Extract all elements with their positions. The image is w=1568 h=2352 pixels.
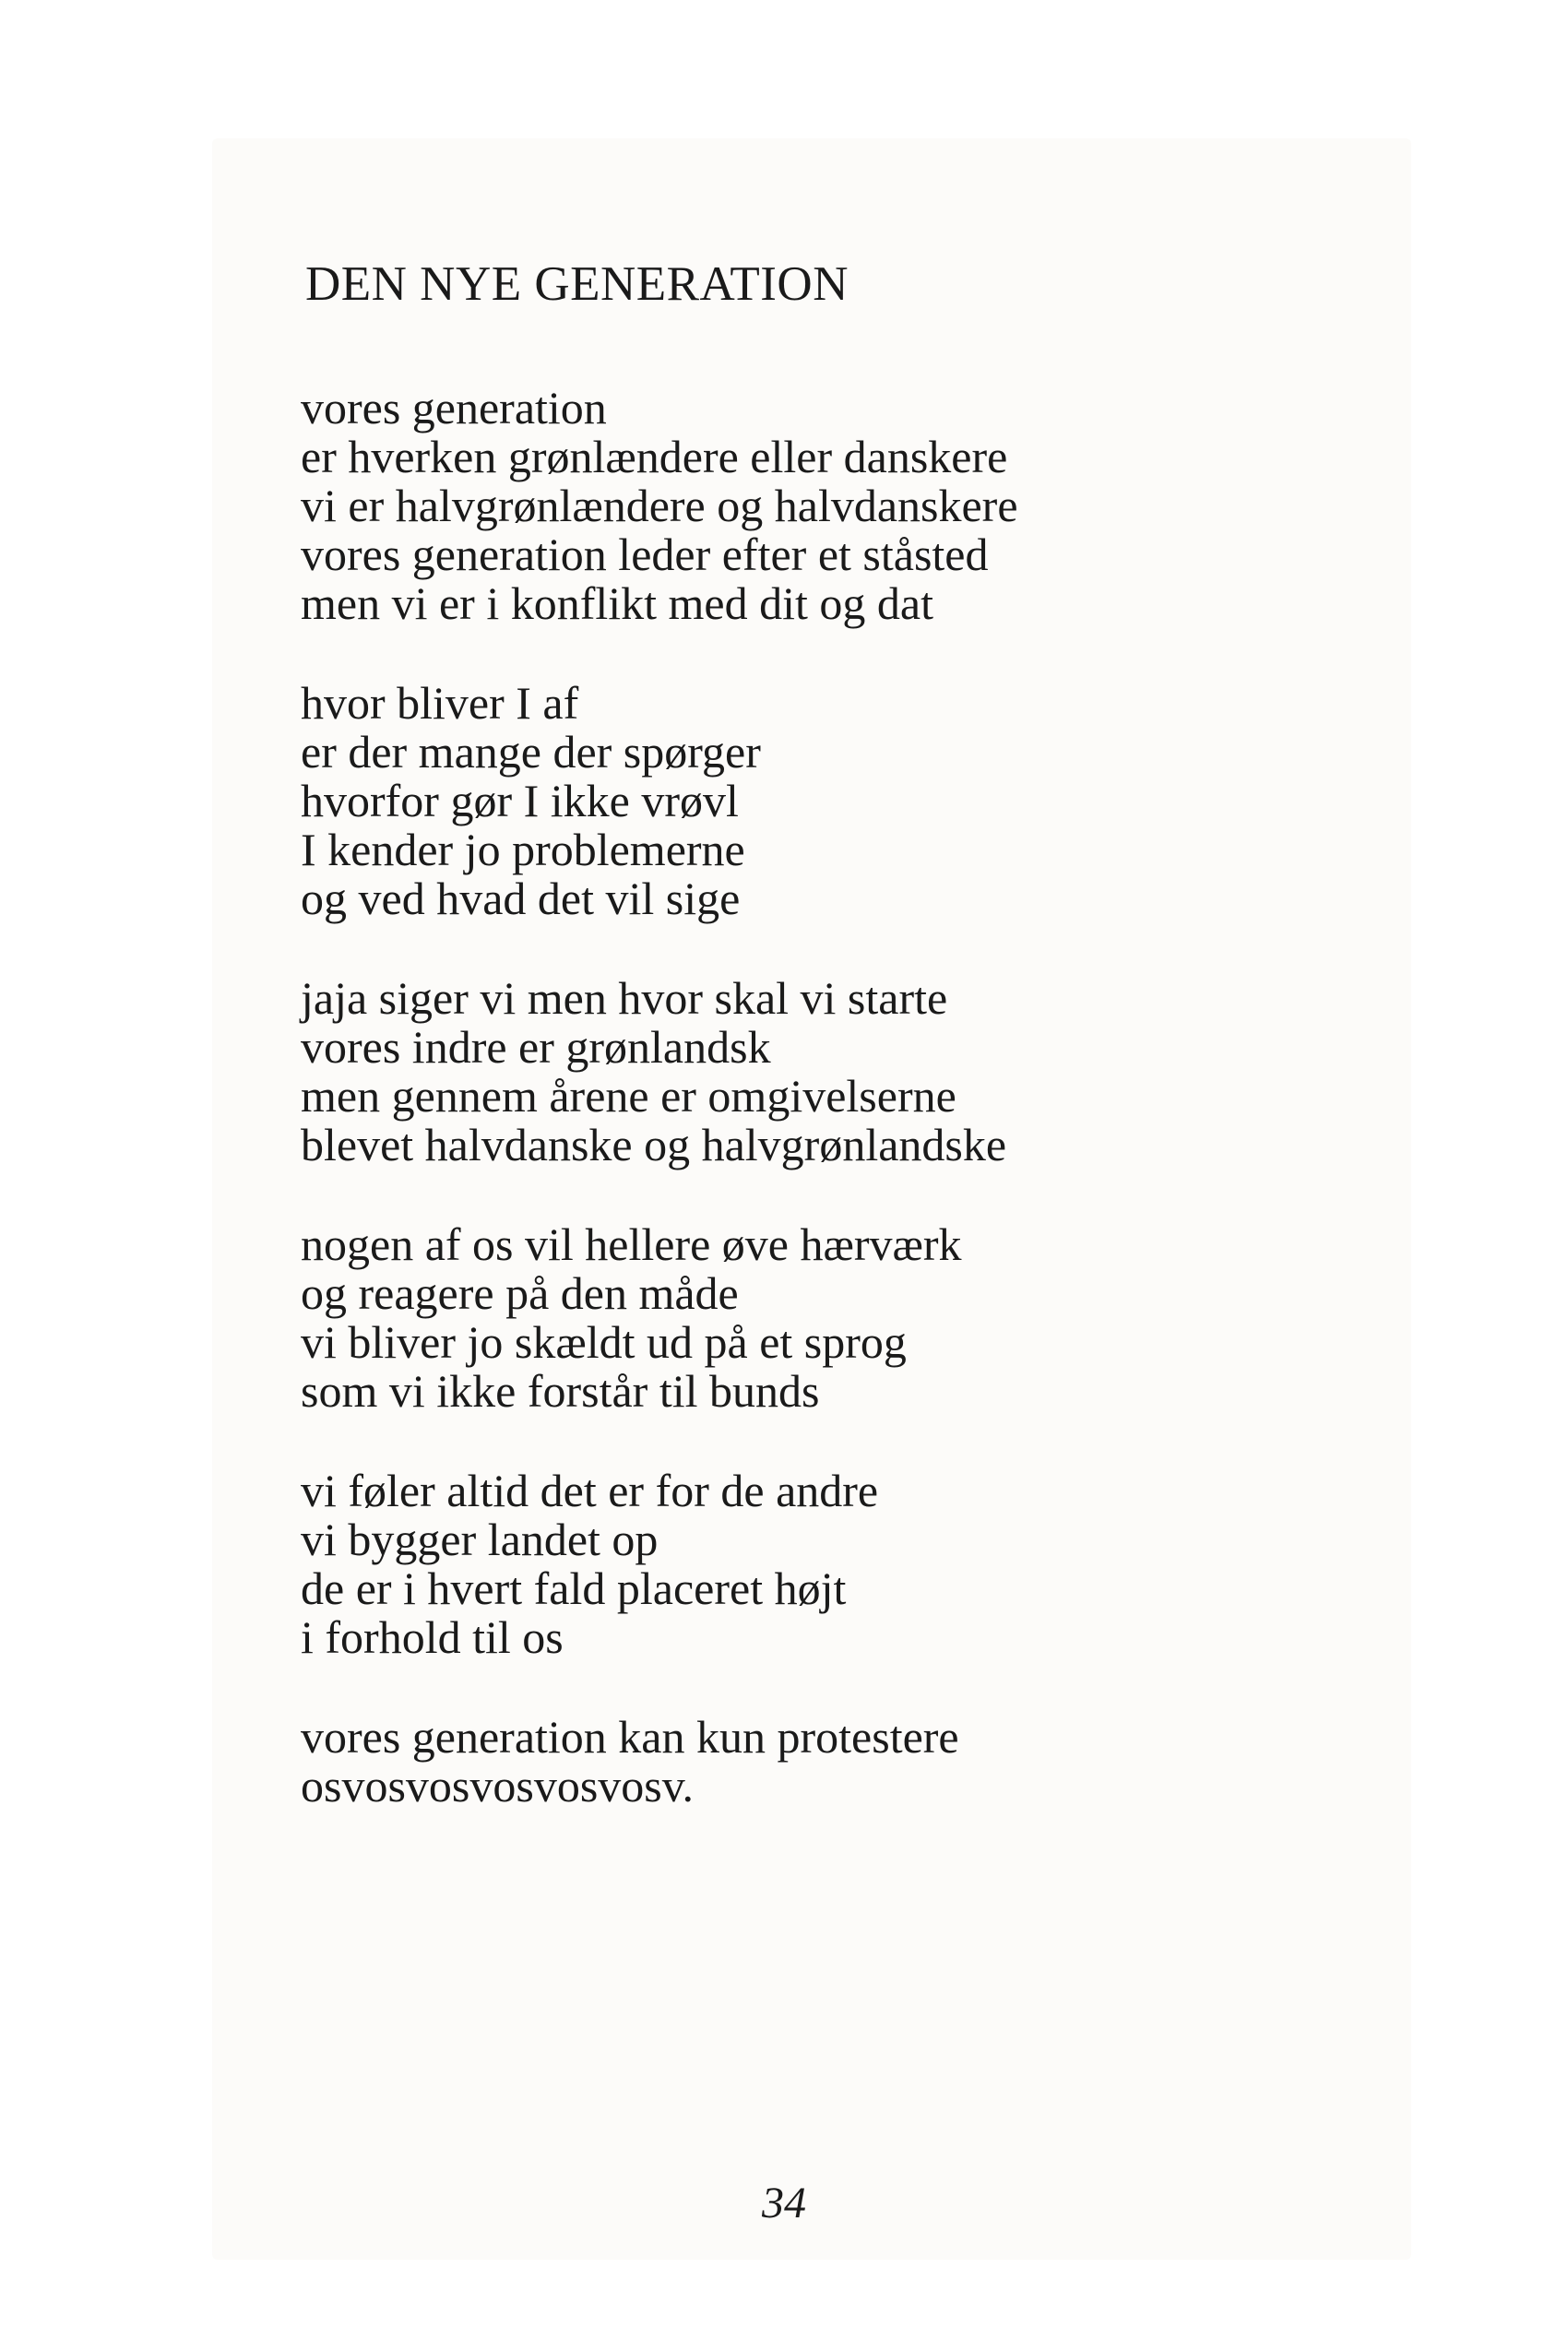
poem-line: vi bygger landet op — [301, 1514, 659, 1565]
poem-line: hvorfor gør I ikke vrøvl — [301, 775, 739, 826]
poem-line: I kender jo problemerne — [301, 824, 745, 875]
stanza-2 — [301, 679, 1361, 923]
poem-title: DEN NYE GENERATION — [305, 257, 849, 311]
poem-line: som vi ikke forstår til bunds — [301, 1365, 820, 1417]
stanza-6 — [301, 1713, 1361, 1811]
poem — [301, 257, 1361, 1861]
poem-line: men vi er i konflikt med dit og dat — [301, 577, 933, 629]
stanza-3 — [301, 974, 1361, 1170]
poem-line: og reagere på den måde — [301, 1267, 739, 1319]
poem-line: vi føler altid det er for de andre — [301, 1465, 879, 1516]
poem-line: nogen af os vil hellere øve hærværk — [301, 1218, 962, 1270]
stanza-4 — [301, 1220, 1361, 1416]
poem-line: vi er halvgrønlændere og halvdanskere — [301, 480, 1018, 531]
poem-line: vi bliver jo skældt ud på et sprog — [301, 1316, 907, 1368]
poem-line: vores generation — [301, 382, 607, 434]
poem-line: men gennem årene er omgivelserne — [301, 1070, 956, 1122]
poem-line: i forhold til os — [301, 1611, 564, 1663]
poem-line: er hverken grønlændere eller danskere — [301, 431, 1008, 482]
poem-line: jaja siger vi men hvor skal vi starte — [301, 972, 948, 1024]
poem-line: vores generation kan kun protestere — [301, 1711, 959, 1763]
poem-line: og ved hvad det vil sige — [301, 873, 741, 924]
stanza-5 — [301, 1467, 1361, 1662]
poem-line: de er i hvert fald placeret højt — [301, 1562, 847, 1614]
page-number: 34 — [762, 2179, 806, 2227]
poem-line: er der mange der spørger — [301, 726, 761, 778]
stanza-1 — [301, 384, 1361, 628]
poem-line: vores indre er grønlandsk — [301, 1021, 771, 1073]
poem-line: vores generation leder efter et ståsted — [301, 529, 989, 580]
poem-line: osvosvosvosvosvosv. — [301, 1760, 695, 1812]
poem-line: blevet halvdanske og halvgrønlandske — [301, 1119, 1007, 1170]
poem-line: hvor bliver I af — [301, 677, 579, 729]
